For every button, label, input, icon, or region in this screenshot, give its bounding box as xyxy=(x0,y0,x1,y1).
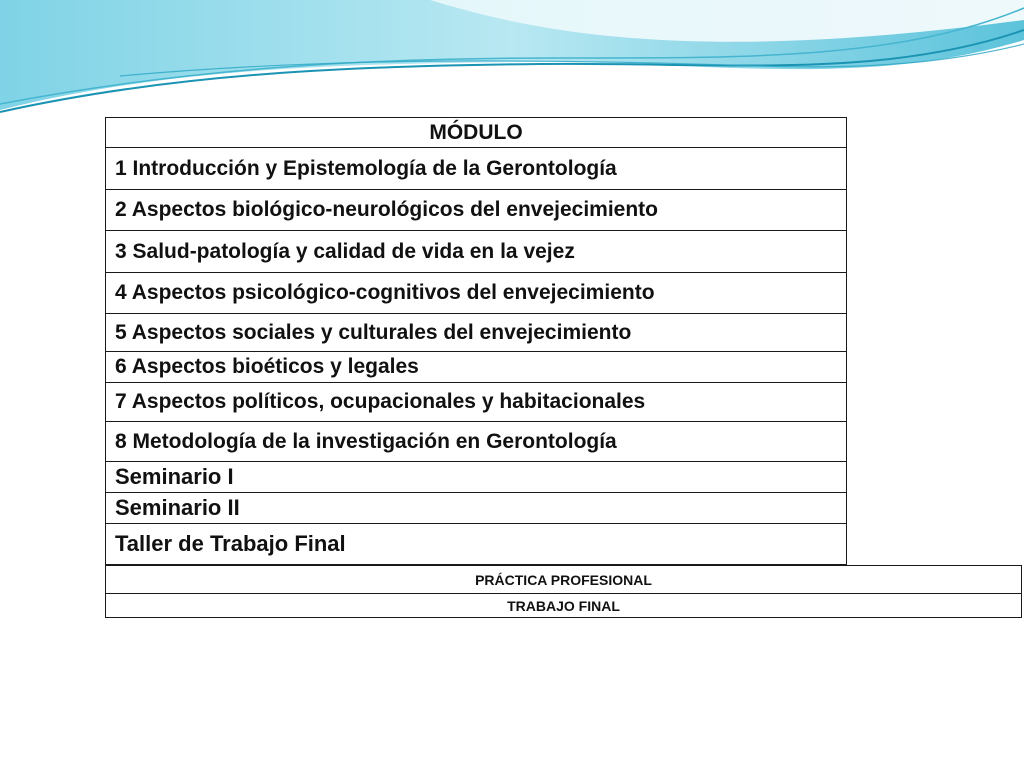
module-row: 7 Aspectos políticos, ocupacionales y habitacionales xyxy=(105,382,847,422)
table-header xyxy=(105,117,847,148)
module-row: 6 Aspectos bioéticos y legales xyxy=(105,351,847,383)
final-work-row: TRABAJO FINAL xyxy=(105,593,1022,618)
seminar-row: Taller de Trabajo Final xyxy=(105,523,847,565)
module-row: 1 Introducción y Epistemología de la Gerontología xyxy=(105,147,847,190)
module-row: 8 Metodología de la investigación en Gerontología xyxy=(105,421,847,462)
seminar-row: Seminario I xyxy=(105,461,847,493)
header-label: MÓDULO xyxy=(429,120,523,144)
module-row: 4 Aspectos psicológico-cognitivos del envejecimiento xyxy=(105,272,847,314)
seminar-row: Seminario II xyxy=(105,492,847,524)
module-row: 2 Aspectos biológico-neurológicos del envejecimiento xyxy=(105,189,847,231)
module-row: 5 Aspectos sociales y culturales del envejecimiento xyxy=(105,313,847,352)
practice-row: PRÁCTICA PROFESIONAL xyxy=(105,565,1022,594)
module-row: 3 Salud-patología y calidad de vida en la vejez xyxy=(105,230,847,273)
